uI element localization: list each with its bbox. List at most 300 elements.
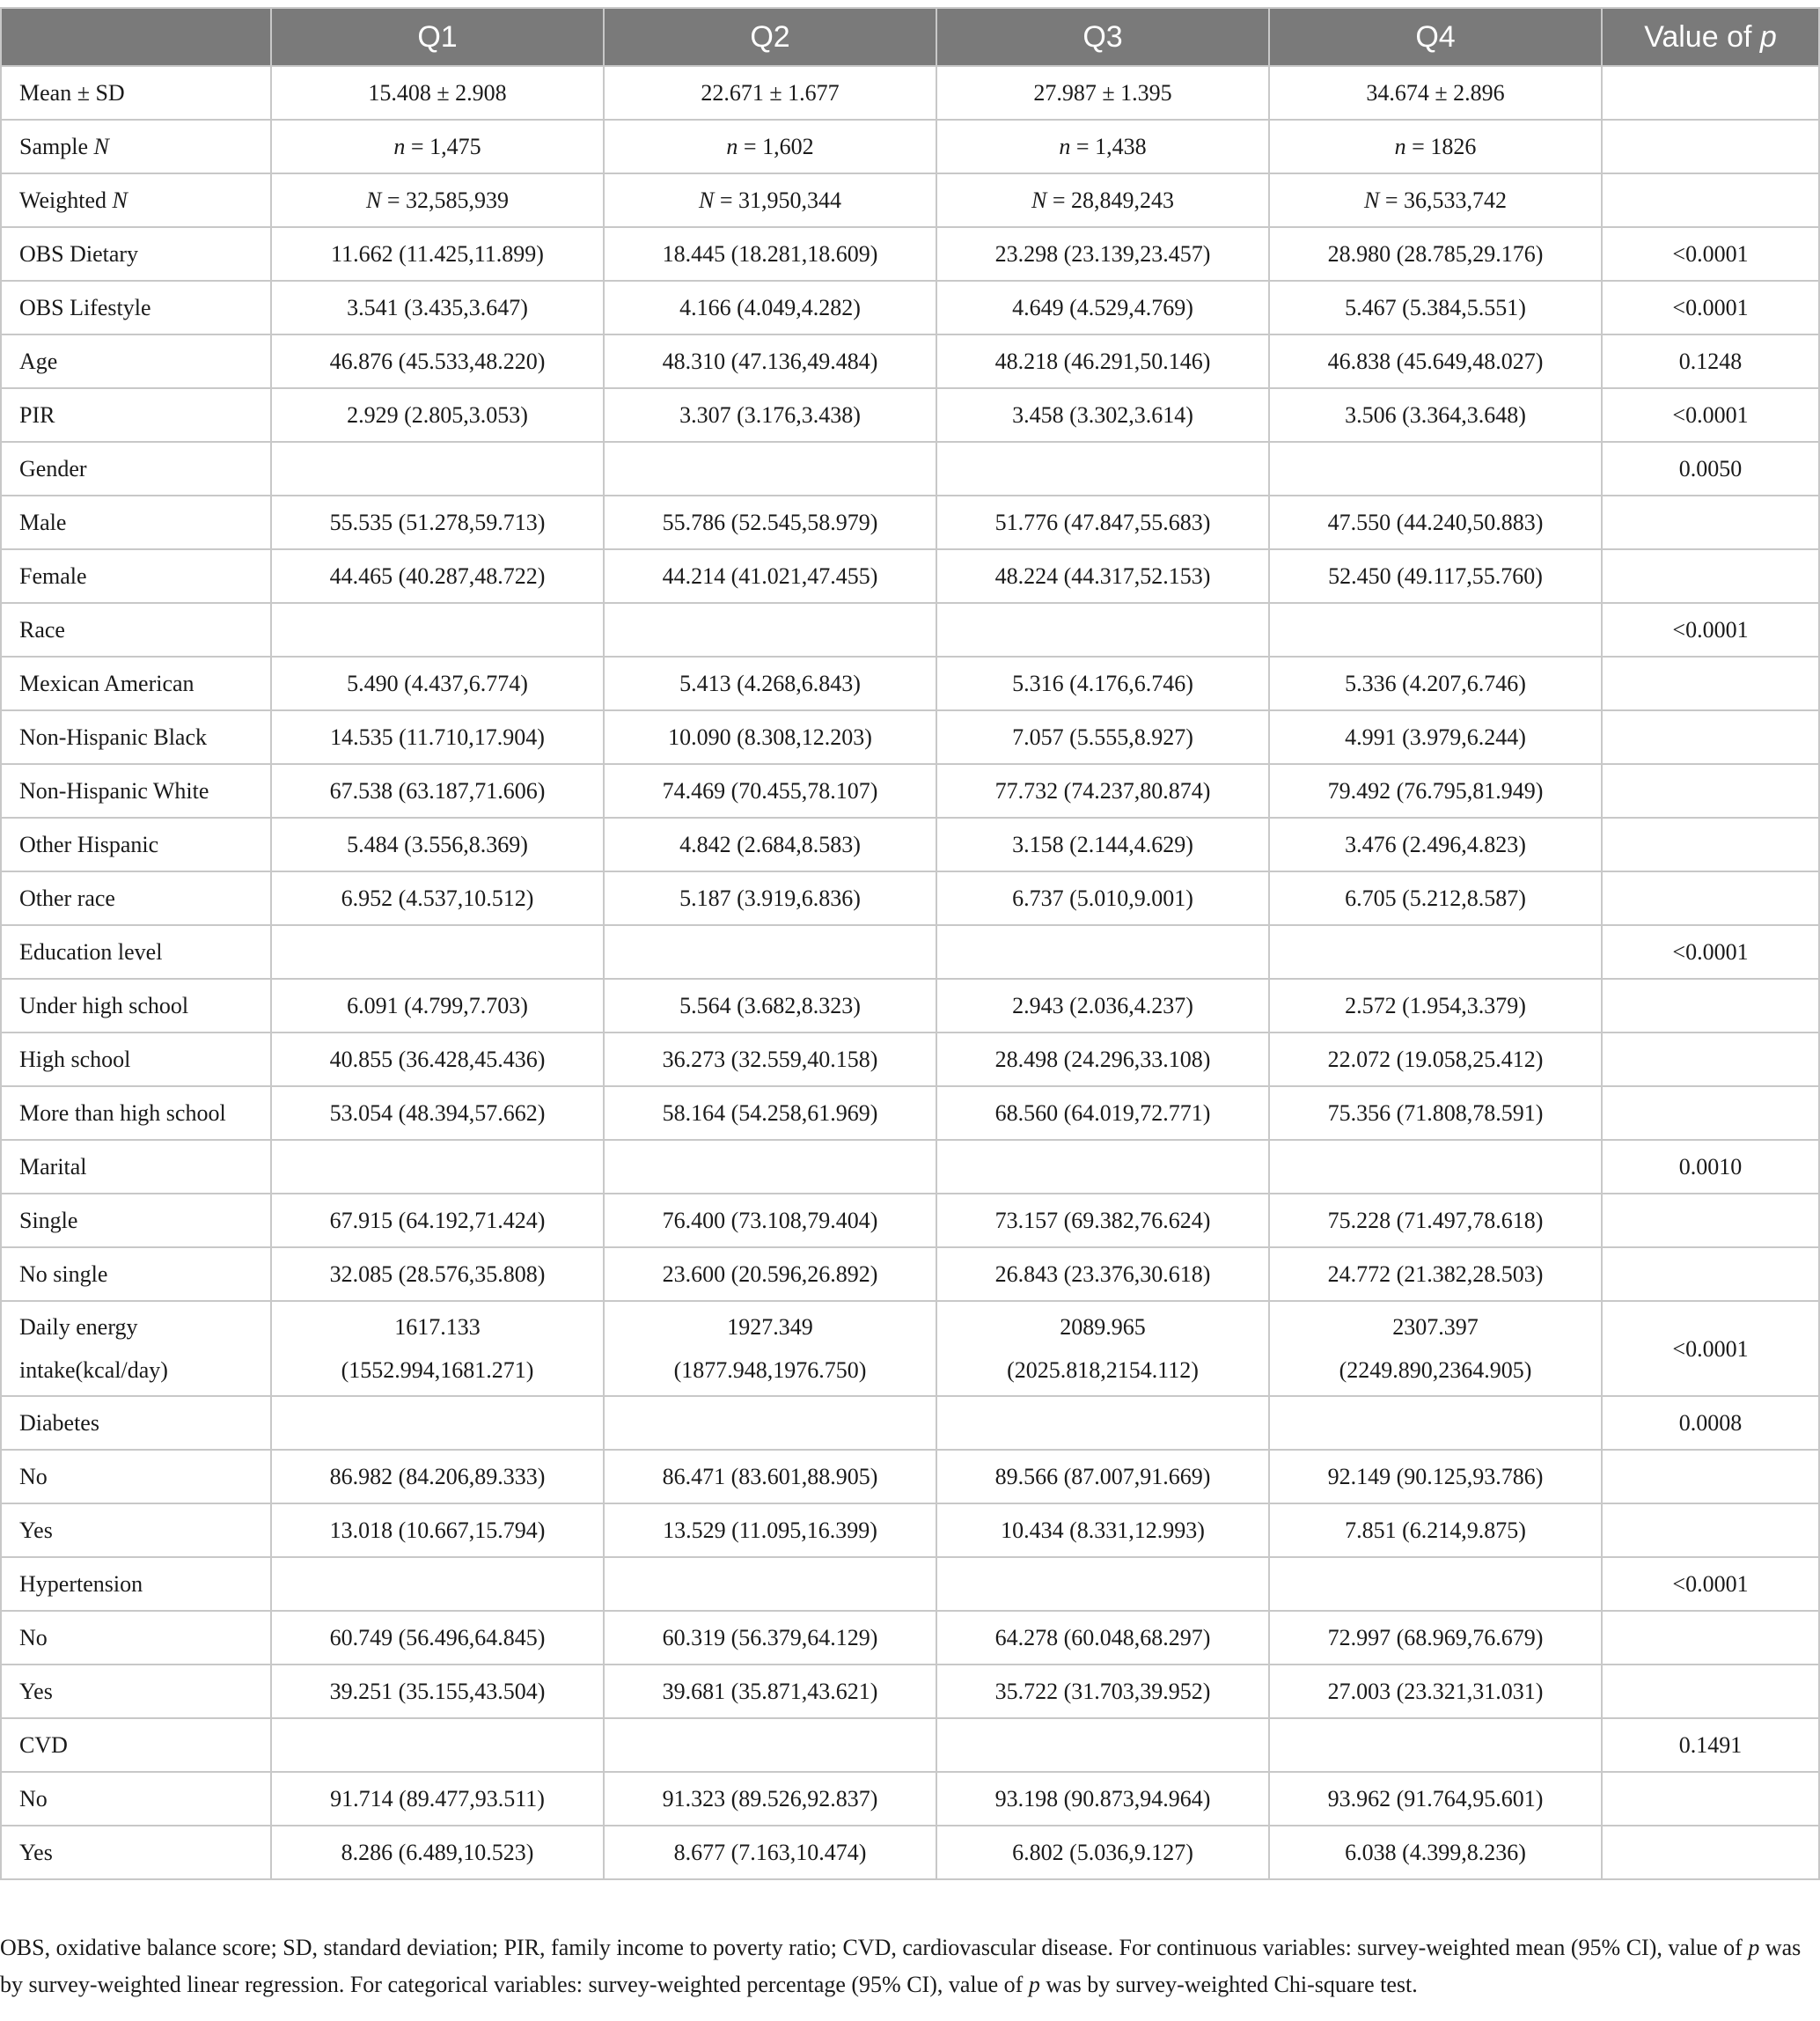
header-blank-cell (1, 8, 271, 66)
row-label: Diabetes (19, 1409, 99, 1436)
cell-q1-value: 32.085 (28.576,35.808) (329, 1260, 546, 1287)
p-value: <0.0001 (1672, 401, 1749, 428)
cell-q2 (604, 603, 936, 657)
cell-q1-value: 5.484 (3.556,8.369) (347, 831, 528, 857)
row-label: More than high school (19, 1099, 226, 1126)
cell-q4 (1269, 388, 1602, 442)
cell-q1-value: 55.535 (51.278,59.713) (329, 509, 546, 535)
cell-q1 (271, 657, 604, 710)
cell-q4 (1269, 173, 1602, 227)
cell-q2-value: 8.677 (7.163,10.474) (673, 1839, 867, 1865)
footnote-p-1: p (1748, 1935, 1760, 1960)
row-label: Yes (19, 1517, 53, 1543)
cell-p-value (1602, 710, 1819, 764)
cell-q2-value: 91.323 (89.526,92.837) (662, 1785, 878, 1812)
cell-q1-value: 15.408 ± 2.908 (368, 79, 507, 106)
cell-q4-italic: N (1363, 187, 1380, 213)
cell-p-value (1602, 1086, 1819, 1140)
cell-q1 (271, 388, 604, 442)
row-label: Yes (19, 1839, 53, 1865)
cell-p-value (1602, 1665, 1819, 1718)
row-label: Male (19, 509, 67, 535)
cell-q4-value: 6.038 (4.399,8.236) (1345, 1839, 1526, 1865)
cell-q2 (604, 1301, 936, 1396)
header-q1: Q1 (271, 8, 604, 66)
cell-q3-value: 2.943 (2.036,4.237) (1012, 992, 1193, 1018)
cell-q2-value: = 1,602 (738, 133, 814, 159)
table-row (1, 925, 1819, 979)
row-label-cell (1, 1826, 271, 1879)
cell-q1-value: 44.465 (40.287,48.722) (329, 562, 546, 589)
p-value: 0.0008 (1678, 1409, 1743, 1436)
cell-q2 (604, 818, 936, 871)
row-label-cell (1, 979, 271, 1033)
cell-q1 (271, 925, 604, 979)
cell-q3 (936, 173, 1269, 227)
cell-q3 (936, 657, 1269, 710)
cell-q3 (936, 871, 1269, 925)
cell-q1-value: = 1,475 (405, 133, 481, 159)
cell-q3 (936, 1086, 1269, 1140)
table-row (1, 1450, 1819, 1503)
cell-q3 (936, 1301, 1269, 1396)
table-row (1, 1665, 1819, 1718)
cell-q3-value: 3.458 (3.302,3.614) (1012, 401, 1193, 428)
table-header-row (1, 8, 1819, 66)
p-value: 0.1491 (1678, 1731, 1743, 1758)
table-row (1, 603, 1819, 657)
row-label-cell (1, 1194, 271, 1247)
cell-q1-value: 67.915 (64.192,71.424) (329, 1207, 546, 1233)
cell-q1 (271, 871, 604, 925)
cell-p-value (1602, 496, 1819, 549)
cell-q2-value: 39.681 (35.871,43.621) (662, 1678, 878, 1704)
cell-q2 (604, 925, 936, 979)
cell-q4-value: 22.072 (19.058,25.412) (1327, 1046, 1544, 1072)
table-row (1, 1611, 1819, 1665)
cell-q3-value: 7.057 (5.555,8.927) (1012, 724, 1193, 750)
cell-q3-value: 89.566 (87.007,91.669) (994, 1463, 1211, 1489)
row-label: No (19, 1785, 48, 1812)
cell-q4-value: 6.705 (5.212,8.587) (1345, 885, 1526, 911)
cell-q2 (604, 1086, 936, 1140)
cell-q4-value: 27.003 (23.321,31.031) (1327, 1678, 1544, 1704)
table-row (1, 1140, 1819, 1194)
cell-q2 (604, 442, 936, 496)
footnote-text-2: was by survey-weighted linear regression. For categorical variables: survey-weighted percentage (95% CI), value of (0, 1935, 1802, 1997)
cell-p-value (1602, 657, 1819, 710)
cell-q3 (936, 818, 1269, 871)
row-label: Age (19, 348, 58, 374)
cell-p-value (1602, 1140, 1819, 1194)
cell-q4-value: 5.467 (5.384,5.551) (1345, 294, 1526, 320)
cell-q4-value: 2307.397 (1392, 1314, 1479, 1340)
cell-q2-value: 5.564 (3.682,8.323) (679, 992, 861, 1018)
cell-q4-value: 52.450 (49.117,55.760) (1328, 562, 1543, 589)
cell-q1 (271, 1665, 604, 1718)
row-label: Yes (19, 1678, 53, 1704)
header-p-symbol: p (1759, 19, 1777, 54)
cell-q1 (271, 710, 604, 764)
cell-q4-value: = 36,533,742 (1379, 187, 1507, 213)
cell-q1-value: 2.929 (2.805,3.053) (347, 401, 528, 428)
table-row (1, 871, 1819, 925)
p-value: 0.0050 (1678, 455, 1743, 481)
cell-q4 (1269, 442, 1602, 496)
cell-p-value (1602, 1772, 1819, 1826)
cell-q3 (936, 549, 1269, 603)
cell-q2-value: 44.214 (41.021,47.455) (662, 562, 878, 589)
row-label: OBS Lifestyle (19, 294, 151, 320)
cell-q1 (271, 1450, 604, 1503)
cell-q4 (1269, 1247, 1602, 1301)
row-label-cell (1, 1086, 271, 1140)
p-value: <0.0001 (1672, 938, 1749, 965)
cell-q1-value: 60.749 (56.496,64.845) (329, 1624, 546, 1650)
cell-q4-ci: (2249.890,2364.905) (1339, 1357, 1532, 1383)
cell-q1 (271, 1396, 604, 1450)
cell-q4-value: 79.492 (76.795,81.949) (1327, 777, 1544, 804)
cell-q4-value: 24.772 (21.382,28.503) (1327, 1260, 1544, 1287)
row-label: Marital (19, 1153, 87, 1180)
cell-p-value (1602, 603, 1819, 657)
cell-q1 (271, 1557, 604, 1611)
cell-p-value (1602, 871, 1819, 925)
header-p-value (1602, 8, 1819, 66)
cell-q1-value: = 32,585,939 (381, 187, 509, 213)
cell-q3-value: 48.224 (44.317,52.153) (994, 562, 1211, 589)
cell-q2 (604, 227, 936, 281)
row-label: Non-Hispanic White (19, 777, 209, 804)
cell-q3 (936, 496, 1269, 549)
cell-q1 (271, 281, 604, 334)
row-label-cell (1, 227, 271, 281)
row-label-cell (1, 1611, 271, 1665)
cell-q4 (1269, 1718, 1602, 1772)
row-label-cell (1, 1450, 271, 1503)
cell-q3-value: = 28,849,243 (1046, 187, 1174, 213)
cell-q3-value: 27.987 ± 1.395 (1033, 79, 1172, 106)
row-label-cell (1, 173, 271, 227)
cell-q1-value: 91.714 (89.477,93.511) (330, 1785, 545, 1812)
cell-q1-italic: N (365, 187, 382, 213)
table-row (1, 1247, 1819, 1301)
p-value: <0.0001 (1672, 1335, 1749, 1362)
cell-q4 (1269, 710, 1602, 764)
cell-q2-value: 13.529 (11.095,16.399) (663, 1517, 877, 1543)
cell-q2 (604, 173, 936, 227)
cell-q3 (936, 442, 1269, 496)
cell-q4-value: 47.550 (44.240,50.883) (1327, 509, 1544, 535)
row-label-line2: intake(kcal/day) (19, 1357, 168, 1383)
cell-q4 (1269, 1826, 1602, 1879)
table-row (1, 496, 1819, 549)
cell-q1 (271, 1503, 604, 1557)
cell-q1-value: 39.251 (35.155,43.504) (329, 1678, 546, 1704)
table-row (1, 1033, 1819, 1086)
cell-q4-value: 93.962 (91.764,95.601) (1327, 1785, 1544, 1812)
cell-q3-value: 73.157 (69.382,76.624) (994, 1207, 1211, 1233)
table-row (1, 173, 1819, 227)
cell-q4 (1269, 496, 1602, 549)
cell-p-value (1602, 388, 1819, 442)
cell-q3-value: 77.732 (74.237,80.874) (994, 777, 1211, 804)
cell-q4 (1269, 1665, 1602, 1718)
cell-q2 (604, 1557, 936, 1611)
cell-q2 (604, 388, 936, 442)
table-row (1, 657, 1819, 710)
row-label-cell (1, 1665, 271, 1718)
cell-q4 (1269, 334, 1602, 388)
cell-q3-value: 6.802 (5.036,9.127) (1012, 1839, 1193, 1865)
row-label-cell (1, 1301, 271, 1396)
cell-q2-value: 23.600 (20.596,26.892) (662, 1260, 878, 1287)
row-label: No (19, 1463, 48, 1489)
row-label: Gender (19, 455, 87, 481)
cell-q2 (604, 1247, 936, 1301)
cell-q2-value: 76.400 (73.108,79.404) (662, 1207, 878, 1233)
row-label: OBS Dietary (19, 240, 139, 267)
cell-q2-value: 74.469 (70.455,78.107) (662, 777, 878, 804)
cell-q3-value: 5.316 (4.176,6.746) (1012, 670, 1193, 696)
row-label: Female (19, 562, 87, 589)
row-label: Hypertension (19, 1570, 143, 1597)
row-label-cell (1, 334, 271, 388)
p-value: <0.0001 (1672, 616, 1749, 643)
p-value: <0.0001 (1672, 1570, 1749, 1597)
cell-q4 (1269, 66, 1602, 120)
cell-q1-value: 11.662 (11.425,11.899) (331, 240, 544, 267)
cell-q3 (936, 764, 1269, 818)
p-value: <0.0001 (1672, 240, 1749, 267)
cell-q3 (936, 979, 1269, 1033)
row-label-cell (1, 871, 271, 925)
cell-q2 (604, 764, 936, 818)
cell-p-value (1602, 1033, 1819, 1086)
cell-q2 (604, 1772, 936, 1826)
cell-q1-value: 6.091 (4.799,7.703) (347, 992, 528, 1018)
cell-q1 (271, 1086, 604, 1140)
cell-p-value (1602, 120, 1819, 173)
cell-q2-value: 1927.349 (727, 1314, 813, 1340)
cell-q1 (271, 496, 604, 549)
cell-q4 (1269, 549, 1602, 603)
cell-q3 (936, 1140, 1269, 1194)
cell-p-value (1602, 1826, 1819, 1879)
cell-q4 (1269, 120, 1602, 173)
cell-q1-value: 6.952 (4.537,10.512) (341, 885, 534, 911)
cell-p-value (1602, 1611, 1819, 1665)
cell-q1 (271, 334, 604, 388)
cell-q2 (604, 496, 936, 549)
cell-q1 (271, 1611, 604, 1665)
cell-q3-value: 6.737 (5.010,9.001) (1012, 885, 1193, 911)
table-row (1, 442, 1819, 496)
cell-q3 (936, 1396, 1269, 1450)
row-label: Single (19, 1207, 78, 1233)
cell-q1-value: 8.286 (6.489,10.523) (341, 1839, 534, 1865)
row-label: No single (19, 1260, 108, 1287)
cell-q2-value: 3.307 (3.176,3.438) (679, 401, 861, 428)
row-label-cell (1, 442, 271, 496)
cell-q3 (936, 227, 1269, 281)
row-label-cell (1, 603, 271, 657)
header-q2: Q2 (604, 8, 936, 66)
cell-q1-value: 53.054 (48.394,57.662) (329, 1099, 546, 1126)
cell-q2-value: 18.445 (18.281,18.609) (662, 240, 878, 267)
cell-q3 (936, 66, 1269, 120)
cell-p-value (1602, 281, 1819, 334)
cell-q2-value: = 31,950,344 (714, 187, 841, 213)
cell-q3 (936, 1247, 1269, 1301)
cell-p-value (1602, 818, 1819, 871)
cell-q3 (936, 603, 1269, 657)
row-label-cell (1, 549, 271, 603)
cell-q4-value: 2.572 (1.954,3.379) (1345, 992, 1526, 1018)
row-label-cell (1, 710, 271, 764)
cell-q2-value: 48.310 (47.136,49.484) (662, 348, 878, 374)
cell-p-value (1602, 979, 1819, 1033)
cell-q3 (936, 1718, 1269, 1772)
cell-q3-value: 2089.965 (1060, 1314, 1146, 1340)
cell-p-value (1602, 66, 1819, 120)
cell-q1-value: 14.535 (11.710,17.904) (330, 724, 545, 750)
cell-q2-value: 5.413 (4.268,6.843) (679, 670, 861, 696)
baseline-characteristics-table (0, 7, 1820, 1880)
cell-q2-ci: (1877.948,1976.750) (673, 1357, 867, 1383)
cell-q4 (1269, 1611, 1602, 1665)
cell-q4-value: 34.674 ± 2.896 (1366, 79, 1505, 106)
cell-p-value (1602, 442, 1819, 496)
cell-q3 (936, 1611, 1269, 1665)
cell-q2-value: 4.842 (2.684,8.583) (679, 831, 861, 857)
cell-q3 (936, 120, 1269, 173)
table-body (1, 66, 1819, 1879)
cell-q3 (936, 710, 1269, 764)
cell-q4-italic: n (1394, 133, 1406, 159)
cell-q1 (271, 549, 604, 603)
row-label-cell (1, 120, 271, 173)
row-label: Non-Hispanic Black (19, 724, 208, 750)
cell-q1-value: 13.018 (10.667,15.794) (329, 1517, 546, 1543)
cell-q1 (271, 603, 604, 657)
cell-q4-value: 28.980 (28.785,29.176) (1327, 240, 1544, 267)
cell-q3-italic: n (1059, 133, 1071, 159)
cell-q3-value: 3.158 (2.144,4.629) (1012, 831, 1193, 857)
cell-q2-value: 60.319 (56.379,64.129) (662, 1624, 878, 1650)
row-label-cell (1, 1396, 271, 1450)
cell-q4 (1269, 657, 1602, 710)
cell-q4 (1269, 1301, 1602, 1396)
table-row (1, 1718, 1819, 1772)
cell-q1 (271, 1718, 604, 1772)
cell-q2 (604, 657, 936, 710)
cell-q3-italic: N (1031, 187, 1047, 213)
cell-q2 (604, 1033, 936, 1086)
cell-q4 (1269, 281, 1602, 334)
row-label-cell (1, 657, 271, 710)
cell-q2 (604, 1194, 936, 1247)
cell-q1-value: 67.538 (63.187,71.606) (329, 777, 546, 804)
cell-q1 (271, 764, 604, 818)
cell-p-value (1602, 925, 1819, 979)
cell-q4-value: 46.838 (45.649,48.027) (1327, 348, 1544, 374)
table-row (1, 1772, 1819, 1826)
cell-q3-value: = 1,438 (1070, 133, 1147, 159)
cell-q2 (604, 66, 936, 120)
footnote-text-3: was by survey-weighted Chi-square test. (1039, 1972, 1418, 1997)
cell-q3 (936, 1826, 1269, 1879)
cell-q2-value: 58.164 (54.258,61.969) (662, 1099, 878, 1126)
cell-q2-value: 55.786 (52.545,58.979) (662, 509, 878, 535)
cell-q1 (271, 1772, 604, 1826)
row-label: Education level (19, 938, 163, 965)
cell-q4-value: 3.476 (2.496,4.823) (1345, 831, 1526, 857)
header-q3: Q3 (936, 8, 1269, 66)
cell-q3 (936, 1450, 1269, 1503)
cell-q4 (1269, 1140, 1602, 1194)
header-p-value-label: Value of (1644, 19, 1760, 54)
cell-q2-italic: n (726, 133, 738, 159)
cell-q3-value: 68.560 (64.019,72.771) (994, 1099, 1211, 1126)
cell-q2 (604, 979, 936, 1033)
table-row (1, 764, 1819, 818)
cell-q4 (1269, 818, 1602, 871)
cell-q1-value: 40.855 (36.428,45.436) (329, 1046, 546, 1072)
cell-q3 (936, 1557, 1269, 1611)
row-label-cell (1, 1557, 271, 1611)
cell-q4-value: = 1826 (1405, 133, 1477, 159)
cell-q1 (271, 227, 604, 281)
cell-q2-value: 5.187 (3.919,6.836) (679, 885, 861, 911)
row-label: Race (19, 616, 65, 643)
cell-p-value (1602, 764, 1819, 818)
cell-q2 (604, 281, 936, 334)
cell-q2-value: 36.273 (32.559,40.158) (662, 1046, 878, 1072)
cell-q4 (1269, 1772, 1602, 1826)
cell-q1 (271, 818, 604, 871)
row-label-cell (1, 1718, 271, 1772)
row-label: High school (19, 1046, 131, 1072)
table-footnote (0, 1929, 1813, 2003)
cell-q1-value: 3.541 (3.435,3.647) (347, 294, 528, 320)
cell-q2 (604, 120, 936, 173)
cell-q3-value: 4.649 (4.529,4.769) (1012, 294, 1193, 320)
cell-q3-value: 93.198 (90.873,94.964) (994, 1785, 1211, 1812)
cell-q3 (936, 1665, 1269, 1718)
cell-q4 (1269, 764, 1602, 818)
cell-p-value (1602, 1301, 1819, 1396)
cell-q1 (271, 1194, 604, 1247)
cell-q3 (936, 1503, 1269, 1557)
cell-q3 (936, 281, 1269, 334)
row-label: Mexican American (19, 670, 194, 696)
table-row (1, 334, 1819, 388)
cell-q1 (271, 1826, 604, 1879)
cell-q4 (1269, 871, 1602, 925)
table-row (1, 1826, 1819, 1879)
cell-q2 (604, 1503, 936, 1557)
row-label-cell (1, 388, 271, 442)
cell-q3-value: 10.434 (8.331,12.993) (1001, 1517, 1205, 1543)
table-row (1, 281, 1819, 334)
cell-q4 (1269, 1086, 1602, 1140)
table-row (1, 1301, 1819, 1396)
footnote-p-2: p (1028, 1972, 1040, 1997)
table-row (1, 710, 1819, 764)
cell-q4 (1269, 1194, 1602, 1247)
cell-q1 (271, 1301, 604, 1396)
